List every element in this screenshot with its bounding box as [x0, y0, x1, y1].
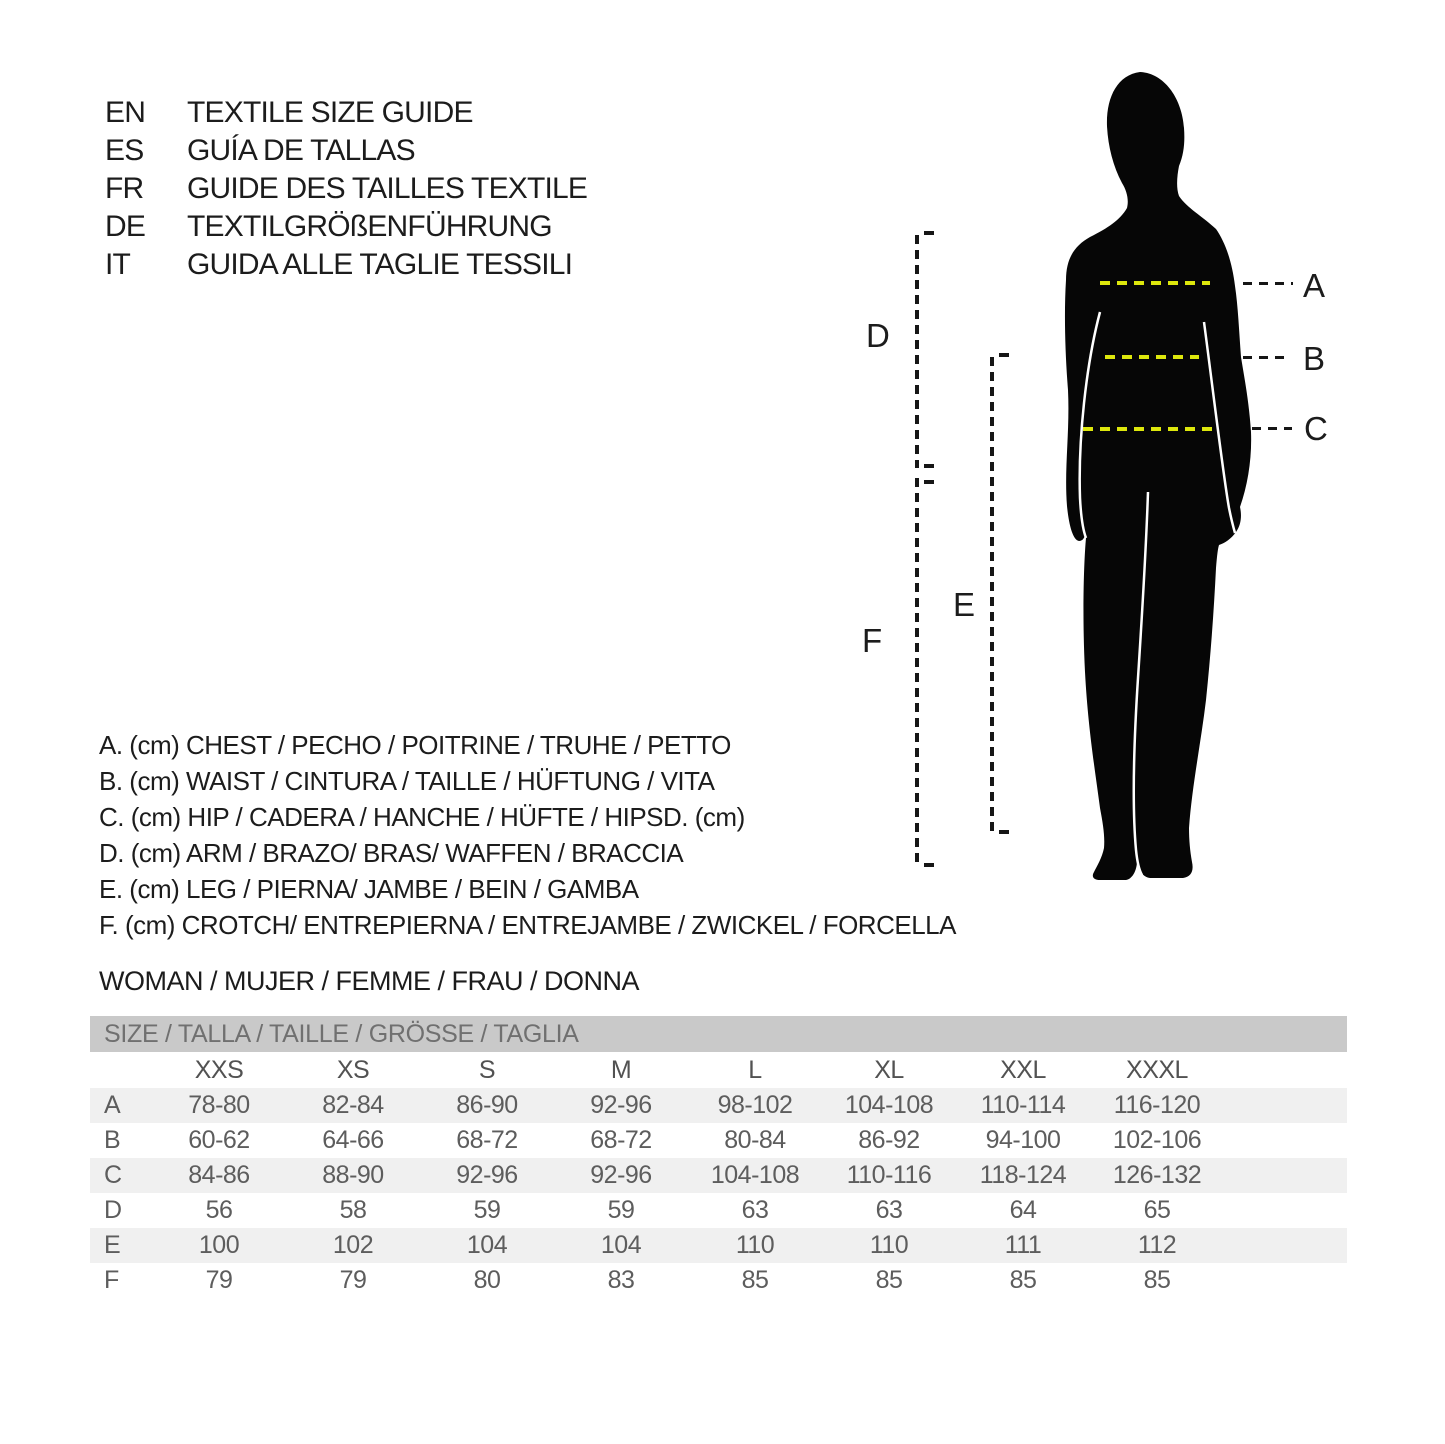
size-column-header: XS — [336, 1055, 370, 1084]
size-table-grid — [90, 1052, 1347, 1298]
legend-line-e: E. (cm) LEG / PIERNA/ JAMBE / BEIN / GAMBA — [99, 873, 639, 904]
size-value: 92-96 — [554, 1088, 688, 1123]
arm-length-line — [915, 235, 919, 468]
size-value: 68-72 — [590, 1126, 652, 1154]
size-value: 98-102 — [688, 1088, 822, 1123]
legend-line-d: D. (cm) ARM / BRAZO/ BRAS/ WAFFEN / BRACCIA — [99, 837, 684, 868]
size-value: 104-108 — [822, 1088, 956, 1123]
size-value: 63 — [875, 1196, 903, 1224]
row-filler — [1224, 1123, 1347, 1158]
size-value: 104 — [420, 1228, 554, 1263]
legend-line-a: A. (cm) CHEST / PECHO / POITRINE / TRUHE / PETTO — [99, 729, 731, 760]
size-value: 88-90 — [286, 1158, 420, 1193]
label-arm-d: D — [866, 317, 890, 354]
size-value: 85 — [741, 1266, 769, 1294]
title-text: GUÍA DE TALLAS — [187, 134, 415, 167]
arm-line-bottom-tick — [924, 464, 934, 468]
size-column-header: S — [478, 1055, 496, 1084]
row-filler — [1224, 1228, 1347, 1263]
size-value: 102 — [286, 1228, 420, 1263]
size-value: 85 — [875, 1266, 903, 1294]
size-value: 111 — [956, 1228, 1090, 1263]
crotch-length-line — [915, 478, 919, 868]
title-text: TEXTILE SIZE GUIDE — [187, 96, 473, 129]
label-waist-b: B — [1303, 340, 1326, 377]
size-value: 58 — [339, 1196, 367, 1224]
title-row-en — [105, 94, 587, 132]
size-value: 110 — [822, 1228, 956, 1263]
size-value: 78-80 — [152, 1088, 286, 1123]
measurement-legend — [99, 727, 956, 943]
size-column-header: XXXL — [1126, 1055, 1188, 1084]
size-value: 100 — [152, 1228, 286, 1263]
hip-measure-line — [1083, 427, 1217, 431]
lang-code: DE — [105, 210, 146, 243]
size-value: 85 — [1143, 1266, 1171, 1294]
size-value: 68-72 — [456, 1126, 518, 1154]
size-value: 118-124 — [956, 1158, 1090, 1193]
size-column-header: M — [610, 1055, 632, 1084]
hip-leader-line — [1252, 427, 1292, 430]
crotch-line-bottom-tick — [924, 863, 934, 867]
row-label: B — [104, 1126, 121, 1154]
size-value: 85 — [1009, 1266, 1037, 1294]
size-value: 64 — [1009, 1196, 1037, 1224]
size-value: 92-96 — [420, 1158, 554, 1193]
row-label: E — [90, 1228, 152, 1263]
size-header-filler — [1224, 1052, 1347, 1088]
row-label: A — [90, 1088, 152, 1123]
size-value: 126-132 — [1090, 1158, 1224, 1193]
chest-measure-line — [1100, 281, 1210, 285]
row-filler — [1224, 1088, 1347, 1123]
size-value: 110 — [688, 1228, 822, 1263]
size-column-header: XXS — [194, 1055, 244, 1084]
size-value: 92-96 — [554, 1158, 688, 1193]
size-value: 83 — [607, 1266, 635, 1294]
title-row-fr — [105, 170, 587, 208]
size-value: 104 — [554, 1228, 688, 1263]
size-value: 116-120 — [1090, 1088, 1224, 1123]
label-hip-c: C — [1304, 410, 1328, 447]
size-value: 79 — [339, 1266, 367, 1294]
size-value: 59 — [607, 1196, 635, 1224]
size-value: 86-92 — [858, 1126, 920, 1154]
size-value: 86-90 — [420, 1088, 554, 1123]
size-value: 65 — [1143, 1196, 1171, 1224]
lang-code: FR — [105, 172, 144, 205]
size-value: 79 — [205, 1266, 233, 1294]
row-label: C — [90, 1158, 152, 1193]
leg-length-line — [990, 357, 994, 835]
size-value: 82-84 — [286, 1088, 420, 1123]
size-table-header: SIZE / TALLA / TAILLE / GRÖSSE / TAGLIA — [90, 1016, 1347, 1052]
size-value: 104-108 — [688, 1158, 822, 1193]
size-value: 84-86 — [152, 1158, 286, 1193]
title-row-de — [105, 208, 587, 246]
size-value: 56 — [205, 1196, 233, 1224]
size-table — [90, 1016, 1347, 1298]
legend-line-c: C. (cm) HIP / CADERA / HANCHE / HÜFTE / HIPSD. (cm) — [99, 801, 745, 832]
size-column-header: XL — [874, 1055, 904, 1084]
waist-leader-line — [1243, 356, 1291, 359]
arm-line-top-tick — [924, 231, 934, 235]
size-value: 80-84 — [724, 1126, 786, 1154]
chest-leader-line — [1243, 282, 1293, 285]
size-value: 94-100 — [985, 1126, 1061, 1154]
size-value: 80 — [473, 1266, 501, 1294]
label-crotch-f: F — [862, 622, 883, 659]
woman-silhouette — [1020, 60, 1280, 890]
language-title-list — [105, 94, 587, 284]
size-value: 110-114 — [956, 1088, 1090, 1123]
title-text: GUIDA ALLE TAGLIE TESSILI — [187, 248, 573, 281]
size-value: 60-62 — [188, 1126, 250, 1154]
title-text: TEXTILGRÖßENFÜHRUNG — [187, 210, 552, 243]
size-column-header: L — [748, 1055, 762, 1084]
row-filler — [1224, 1193, 1347, 1228]
lang-code: EN — [105, 96, 146, 129]
title-row-es — [105, 132, 587, 170]
row-label: D — [104, 1196, 122, 1224]
title-row-it — [105, 246, 587, 284]
leg-line-bottom-tick — [999, 830, 1009, 834]
size-value: 112 — [1090, 1228, 1224, 1263]
row-label: F — [104, 1266, 119, 1294]
legend-line-b: B. (cm) WAIST / CINTURA / TAILLE / HÜFTUNG / VITA — [99, 765, 715, 796]
legend-line-f: F. (cm) CROTCH/ ENTREPIERNA / ENTREJAMBE / ZWICKEL / FORCELLA — [99, 909, 956, 940]
title-text: GUIDE DES TAILLES TEXTILE — [187, 172, 588, 205]
row-filler — [1224, 1158, 1347, 1193]
size-column-header: XXL — [1000, 1055, 1046, 1084]
lang-code: IT — [105, 248, 131, 281]
size-value: 63 — [741, 1196, 769, 1224]
size-header-spacer — [90, 1052, 152, 1088]
size-value: 64-66 — [322, 1126, 384, 1154]
crotch-line-top-tick — [924, 480, 934, 484]
label-chest-a: A — [1303, 267, 1326, 304]
label-leg-e: E — [953, 586, 976, 623]
lang-code: ES — [105, 134, 144, 167]
size-value: 59 — [473, 1196, 501, 1224]
leg-line-top-tick — [999, 353, 1009, 357]
gender-heading: WOMAN / MUJER / FEMME / FRAU / DONNA — [99, 966, 639, 996]
row-filler — [1224, 1263, 1347, 1298]
size-value: 102-106 — [1112, 1126, 1202, 1154]
waist-measure-line — [1105, 355, 1199, 359]
size-value: 110-116 — [822, 1158, 956, 1193]
